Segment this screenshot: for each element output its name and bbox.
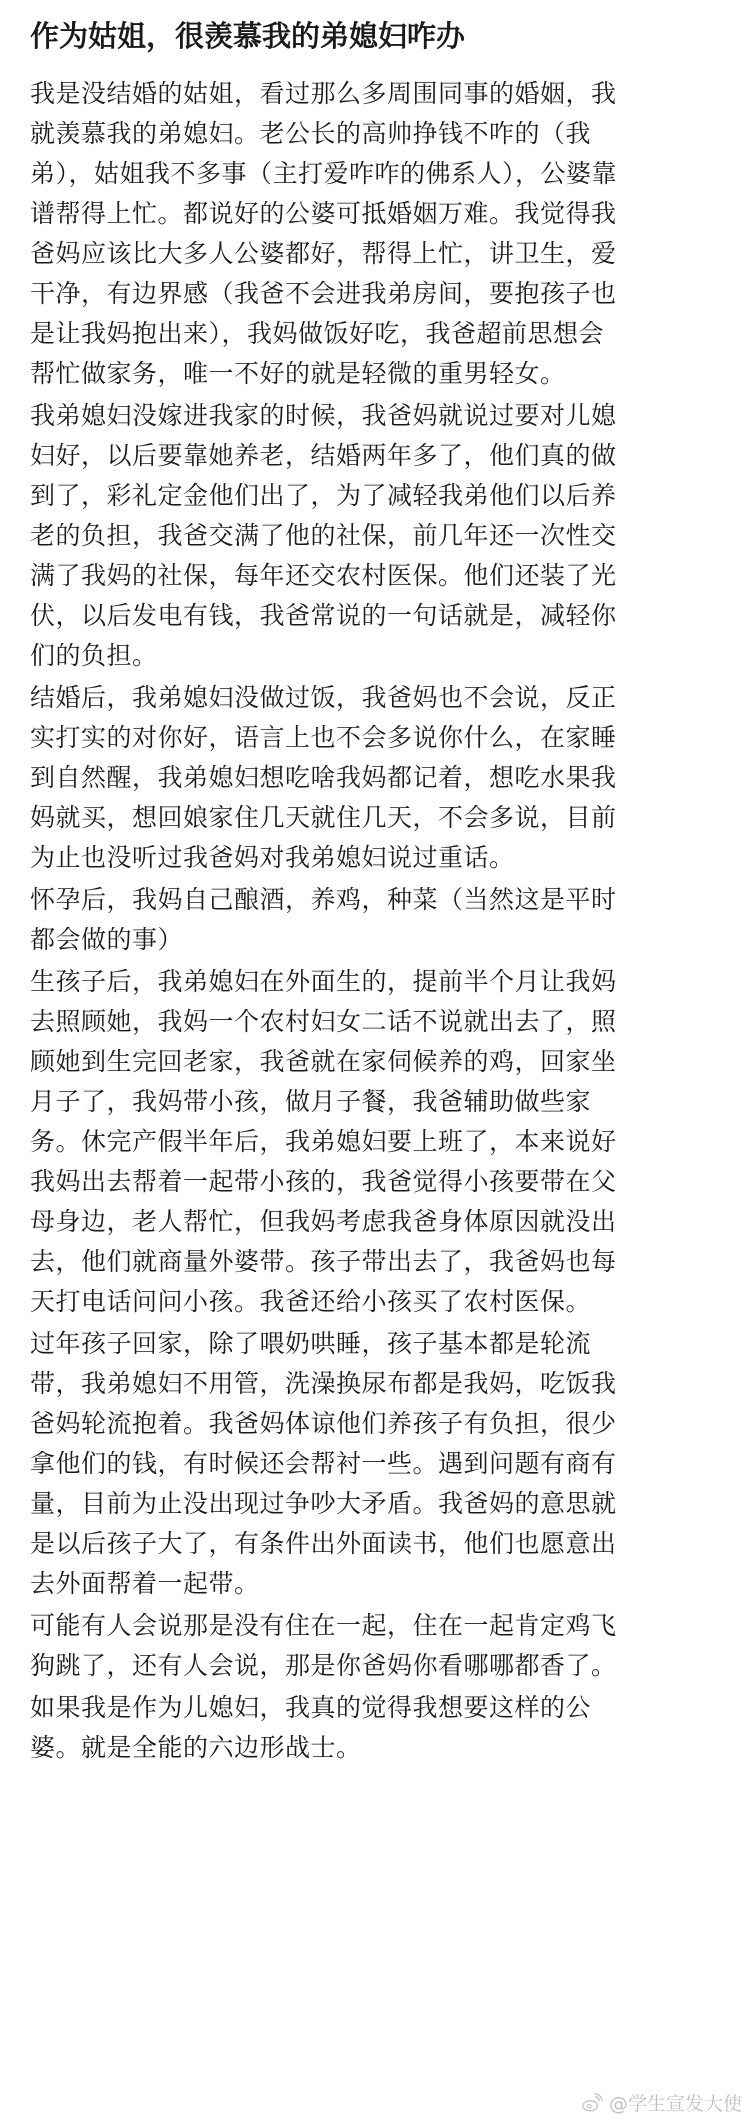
paragraph-line: 我妈出去帮着一起带小孩的，我爸觉得小孩要带在父 [30,1167,617,1196]
paragraph-line: 务。休完产假半年后，我弟媳妇要上班了，本来说好 [30,1127,617,1156]
paragraph-line: 都会做的事） [30,925,184,954]
paragraph-line: 我是没结婚的姑姐，看过那么多周围同事的婚姻，我 [30,79,617,108]
paragraph-line: 谱帮得上忙。都说好的公婆可抵婚姻万难。我觉得我 [30,199,617,228]
paragraph-line: 就羡慕我的弟媳妇。老公长的高帅挣钱不咋的（我 [30,119,592,148]
paragraph-line: 去照顾她，我妈一个农村妇女二话不说就出去了，照 [30,1007,617,1036]
paragraph-line: 妇好，以后要靠她养老，结婚两年多了，他们真的做 [30,441,617,470]
paragraph-line: 是以后孩子大了，有条件出外面读书，他们也愿意出 [30,1529,617,1558]
paragraph-line: 爸妈应该比大多人公婆都好，帮得上忙，讲卫生，爱 [30,239,617,268]
watermark [581,2089,742,2116]
post-paragraph [30,880,720,960]
post-paragraph [30,1324,720,1604]
post-body [30,74,720,1770]
paragraph-line: 过年孩子回家，除了喂奶哄睡，孩子基本都是轮流 [30,1329,592,1358]
paragraph-line: 帮忙做家务，唯一不好的就是轻微的重男轻女。 [30,359,566,388]
paragraph-line: 老的负担，我爸交满了他的社保，前几年还一次性交 [30,521,617,550]
paragraph-line: 可能有人会说那是没有住在一起，住在一起肯定鸡飞 [30,1611,617,1640]
post-paragraph [30,962,720,1322]
paragraph-line: 实打实的对你好，语言上也不会多说你什么，在家睡 [30,723,617,752]
paragraph-line: 干净，有边界感（我爸不会进我弟房间，要抱孩子也 [30,279,617,308]
paragraph-line: 怀孕后，我妈自己酿酒，养鸡，种菜（当然这是平时 [30,885,617,914]
paragraph-line: 生孩子后，我弟媳妇在外面生的，提前半个月让我妈 [30,967,617,996]
paragraph-line: 是让我妈抱出来），我妈做饭好吃，我爸超前思想会 [30,319,605,348]
paragraph-line: 们的负担。 [30,641,158,670]
paragraph-line: 满了我妈的社保，每年还交农村医保。他们还装了光 [30,561,617,590]
post-paragraph [30,1606,720,1686]
paragraph-line: 弟），姑姐我不多事（主打爱咋咋的佛系人），公婆靠 [30,159,618,188]
post-paragraph [30,74,720,394]
paragraph-line: 狗跳了，还有人会说，那是你爸妈你看哪哪都香了。 [30,1651,617,1680]
paragraph-line: 妈就买，想回娘家住几天就住几天，不会多说，目前 [30,803,617,832]
post-paragraph [30,1688,720,1768]
paragraph-line: 我弟媳妇没嫁进我家的时候，我爸妈就说过要对儿媳 [30,401,617,430]
paragraph-line: 拿他们的钱，有时候还会帮衬一些。遇到问题有商有 [30,1449,617,1478]
post-paragraph [30,678,720,878]
paragraph-line: 天打电话问问小孩。我爸还给小孩买了农村医保。 [30,1287,592,1316]
paragraph-line: 伏，以后发电有钱，我爸常说的一句话就是，减轻你 [30,601,617,630]
post-title: 作为姑姐，很羡慕我的弟媳妇咋办 [30,19,466,53]
paragraph-line: 母身边，老人帮忙，但我妈考虑我爸身体原因就没出 [30,1207,617,1236]
paragraph-line: 去，他们就商量外婆带。孩子带出去了，我爸妈也每 [30,1247,617,1276]
paragraph-line: 去外面帮着一起带。 [30,1569,260,1598]
paragraph-line: 到自然醒，我弟媳妇想吃啥我妈都记着，想吃水果我 [30,763,617,792]
paragraph-line: 顾她到生完回老家，我爸就在家伺候养的鸡，回家坐 [30,1047,617,1076]
post-paragraph [30,396,720,676]
watermark-text: @学生宣发大使 [608,2093,742,2115]
paragraph-line: 爸妈轮流抱着。我爸妈体谅他们养孩子有负担，很少 [30,1409,617,1438]
paragraph-line: 月子了，我妈带小孩，做月子餐，我爸辅助做些家 [30,1087,592,1116]
paragraph-line: 婆。就是全能的六边形战士。 [30,1733,362,1762]
paragraph-line: 到了，彩礼定金他们出了，为了减轻我弟他们以后养 [30,481,617,510]
paragraph-line: 带，我弟媳妇不用管，洗澡换尿布都是我妈，吃饭我 [30,1369,617,1398]
weibo-logo-icon [581,2092,603,2114]
paragraph-line: 如果我是作为儿媳妇，我真的觉得我想要这样的公 [30,1693,592,1722]
paragraph-line: 为止也没听过我爸妈对我弟媳妇说过重话。 [30,843,515,872]
paragraph-line: 结婚后，我弟媳妇没做过饭，我爸妈也不会说，反正 [30,683,617,712]
paragraph-line: 量，目前为止没出现过争吵大矛盾。我爸妈的意思就 [30,1489,617,1518]
